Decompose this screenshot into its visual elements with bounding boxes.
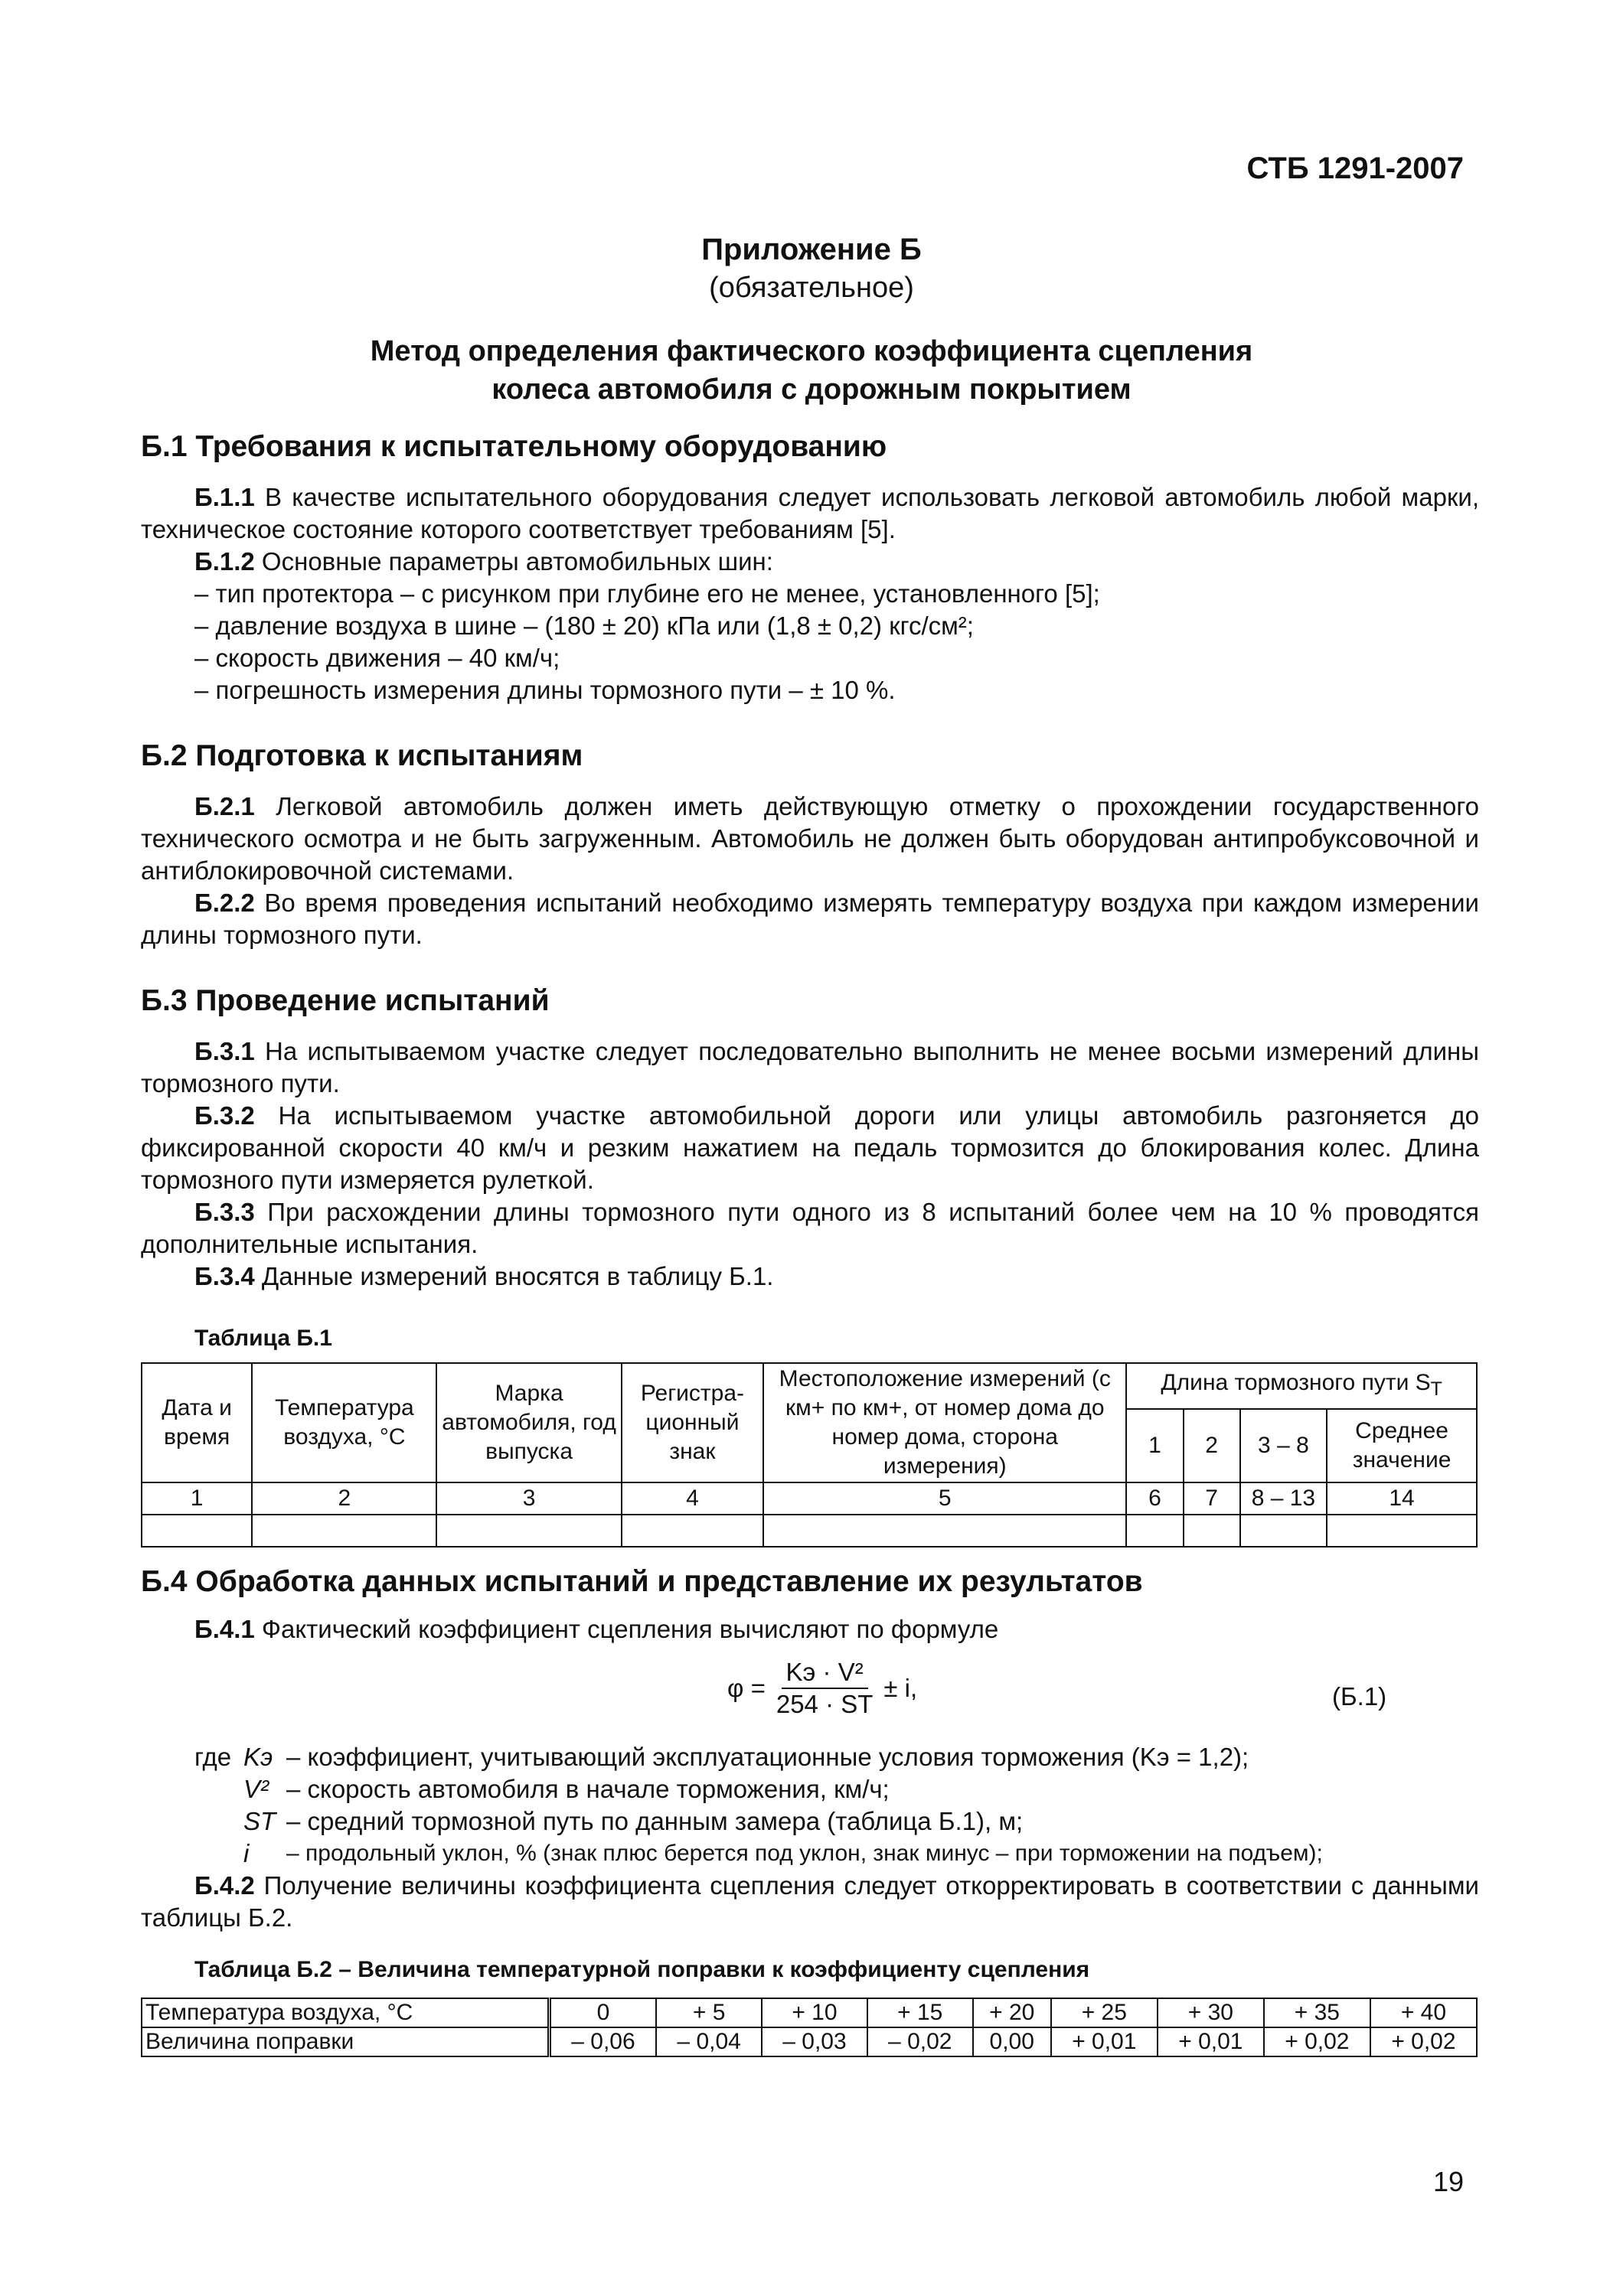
formula-fraction [772,1657,878,1720]
paragraph [141,1196,1479,1261]
table-cell [1240,1515,1327,1547]
paragraph-text: Основные параметры автомобильных шин: [254,547,773,576]
table-cell: + 25 [1051,1998,1158,2027]
paragraph [141,546,1479,578]
table-cell [1126,1515,1183,1547]
table-cell [436,1515,621,1547]
appendix-status: (обязательное) [709,272,914,304]
formula-b1 [727,1657,917,1720]
definition-text: – коэффициент, учитывающий эксплуатационные условия торможения (Kэ = 1,2); [286,1743,1249,1771]
table-cell: + 20 [973,1998,1051,2027]
table-cell: 3 [436,1482,621,1515]
paragraph-number: Б.3.4 [194,1262,255,1290]
table-caption-b1-wrap [141,1322,1479,1355]
list-item: – тип протектора – с рисунком при глубине его не менее, установленного [5]; [194,579,1100,608]
table-b2 [141,1998,1478,2057]
section-b2 [141,740,1479,951]
definition-row [194,1805,1481,1838]
column-header: Регистра-ционный знак [622,1363,764,1482]
paragraph-number: Б.4.2 [194,1871,255,1900]
definition-text: – средний тормозной путь по данным замера (таблица Б.1), м; [286,1807,1024,1835]
table-cell: – 0,06 [549,2027,656,2056]
table-cell: + 0,02 [1264,2027,1370,2056]
section-b3 [141,985,1479,1293]
equation-number: (Б.1) [1332,1682,1387,1711]
table-cell: 4 [622,1482,764,1515]
table-cell: 8 – 13 [1240,1482,1327,1515]
table-cell [142,1515,252,1547]
paragraph-text: Данные измерений вносятся в таблицу Б.1. [254,1262,774,1290]
paragraph [141,481,1479,546]
table-cell: 7 [1184,1482,1240,1515]
paragraph-text: В качестве испытательного оборудования следует использовать легковой автомобиль любой марки, техническое состояние которого соответствует требованиям [5]. [141,483,1479,543]
paragraph-number: Б.3.2 [194,1101,255,1130]
paragraph-text: На испытываемом участке следует последовательно выполнить не менее восьми измерений длины тормозного пути. [141,1037,1479,1097]
table-cell: – 0,03 [762,2027,867,2056]
definition-text: – скорость автомобиля в начале торможения, км/ч; [286,1775,890,1803]
document-code: СТБ 1291-2007 [1246,152,1464,185]
table-cell: + 10 [762,1998,867,2027]
list-item: – давление воздуха в шине – (180 ± 20) кПа или (1,8 ± 0,2) кгс/см²; [194,612,974,640]
table-cell: + 30 [1158,1998,1264,2027]
paragraph [141,1870,1479,1934]
row-label: Температура воздуха, °С [142,1998,549,2027]
paragraph-number: Б.2.1 [194,792,255,820]
table-cell: + 0,02 [1370,2027,1477,2056]
table-row [142,1998,1477,2027]
paragraph [141,1613,1479,1645]
row-label: Величина поправки [142,2027,549,2056]
paragraph-number: Б.2.2 [194,889,255,917]
column-header: Местоположение измерений (с км+ по км+, от номер дома до номер дома, сторона измерения) [763,1363,1126,1482]
formula-definitions [194,1741,1481,1870]
table-cell [1184,1515,1240,1547]
table-cell: + 0,01 [1051,2027,1158,2056]
table-cell: 0,00 [973,2027,1051,2056]
paragraph-number: Б.1.1 [194,483,255,511]
column-header: Дата и время [142,1363,252,1482]
paragraph-number: Б.3.3 [194,1198,255,1226]
table-cell [622,1515,764,1547]
table-caption: Таблица Б.1 [194,1326,332,1351]
table-cell: + 15 [867,1998,973,2027]
paragraph [141,1035,1479,1100]
section-title: Б.4 Обработка данных испытаний и представление их результатов [141,1565,1143,1598]
table-cell: – 0,02 [867,2027,973,2056]
paragraph-text: Во время проведения испытаний необходимо измерять температуру воздуха при каждом измерении длины тормозного пути. [141,889,1479,949]
formula-denominator: 254 · SТ [776,1690,874,1718]
column-header-text: Длина тормозного пути S [1161,1370,1431,1395]
definition-text: – продольный уклон, % (знак плюс берется под уклон, знак минус – при торможении на подъем); [286,1841,1323,1866]
appendix-heading [0,332,1623,409]
table-row [142,2027,1477,2056]
table-caption: Таблица Б.2 – Величина температурной поправки к коэффициенту сцепления [194,1957,1090,1982]
paragraph-text: Получение величины коэффициента сцепления следует откорректировать в соответствии с данными таблицы Б.2. [141,1871,1479,1932]
table-header-row [142,1363,1477,1409]
column-header-group [1126,1363,1477,1409]
paragraph [141,1261,1479,1293]
paragraph-text: Фактический коэффициент сцепления вычисляют по формуле [254,1615,999,1643]
table-cell [252,1515,436,1547]
paragraph-number: Б.3.1 [194,1037,255,1065]
definition-symbol: SТ [243,1807,276,1835]
section-b4-cont [141,1870,1479,1986]
section-title: Б.2 Подготовка к испытаниям [141,739,583,772]
table-cell: + 5 [656,1998,762,2027]
definition-row [194,1838,1481,1870]
table-number-row [142,1482,1477,1515]
paragraph-text: На испытываемом участке автомобильной дороги или улицы автомобиль разгоняется до фиксированной скорости 40 км/ч и резким нажатием на педаль тормозится до блокирования колес. Длина тормозного пути измеряется рулеткой. [141,1101,1479,1194]
paragraph [141,887,1479,951]
table-cell [1327,1515,1477,1547]
table-cell: 0 [549,1998,656,2027]
column-header: Температура воздуха, °С [252,1363,436,1482]
subscript: Т [1430,1378,1442,1400]
table-cell: 1 [142,1482,252,1515]
definition-symbol: i [243,1839,250,1867]
formula-tail: ± i, [883,1674,918,1702]
column-header: Среднее значение [1327,1409,1477,1482]
table-cell: – 0,04 [656,2027,762,2056]
formula-lhs: φ = [727,1674,766,1702]
appendix-heading-line: колеса автомобиля с дорожным покрытием [491,373,1132,406]
column-header: 1 [1126,1409,1183,1482]
appendix-title: Приложение Б [701,233,922,266]
section-title: Б.3 Проведение испытаний [141,984,550,1017]
table-cell [763,1515,1126,1547]
column-header: 3 – 8 [1240,1409,1327,1482]
page-number: 19 [1432,2166,1464,2197]
section-b1 [141,431,1479,706]
paragraph-number: Б.1.2 [194,547,255,576]
paragraph-text: При расхождении длины тормозного пути одного из 8 испытаний более чем на 10 % проводятся дополнительные испытания. [141,1198,1479,1258]
section-title: Б.1 Требования к испытательному оборудованию [141,430,887,463]
column-header: 2 [1184,1409,1240,1482]
table-cell: + 40 [1370,1998,1477,2027]
table-cell: 2 [252,1482,436,1515]
definition-symbol: Kэ [243,1743,273,1771]
paragraph-number: Б.4.1 [194,1615,255,1643]
list-item: – погрешность измерения длины тормозного пути – ± 10 %. [194,676,896,704]
definition-symbol: V² [243,1775,269,1803]
paragraph [141,1100,1479,1196]
table-cell: 6 [1126,1482,1183,1515]
paragraph-text: Легковой автомобиль должен иметь действующую отметку о прохождении государственного технического осмотра и не быть загруженным. Автомобиль не должен быть оборудован антипробуксовочной и антиблокировочной системами. [141,792,1479,885]
formula-numerator: Kэ · V² [782,1657,868,1689]
section-b4 [141,1566,1479,1645]
list-item: – скорость движения – 40 км/ч; [194,644,560,672]
appendix-header [0,230,1623,409]
table-cell: 5 [763,1482,1126,1515]
table-cell: + 0,01 [1158,2027,1264,2056]
table-cell: 14 [1327,1482,1477,1515]
paragraph [141,791,1479,887]
appendix-heading-line: Метод определения фактического коэффициента сцепления [370,335,1253,367]
table-cell: + 35 [1264,1998,1370,2027]
definition-row [194,1741,1481,1773]
table-empty-row [142,1515,1477,1547]
where-word: где [194,1743,232,1771]
column-header: Марка автомобиля, год выпуска [436,1363,621,1482]
table-b1 [141,1362,1478,1548]
definition-row [194,1773,1481,1805]
